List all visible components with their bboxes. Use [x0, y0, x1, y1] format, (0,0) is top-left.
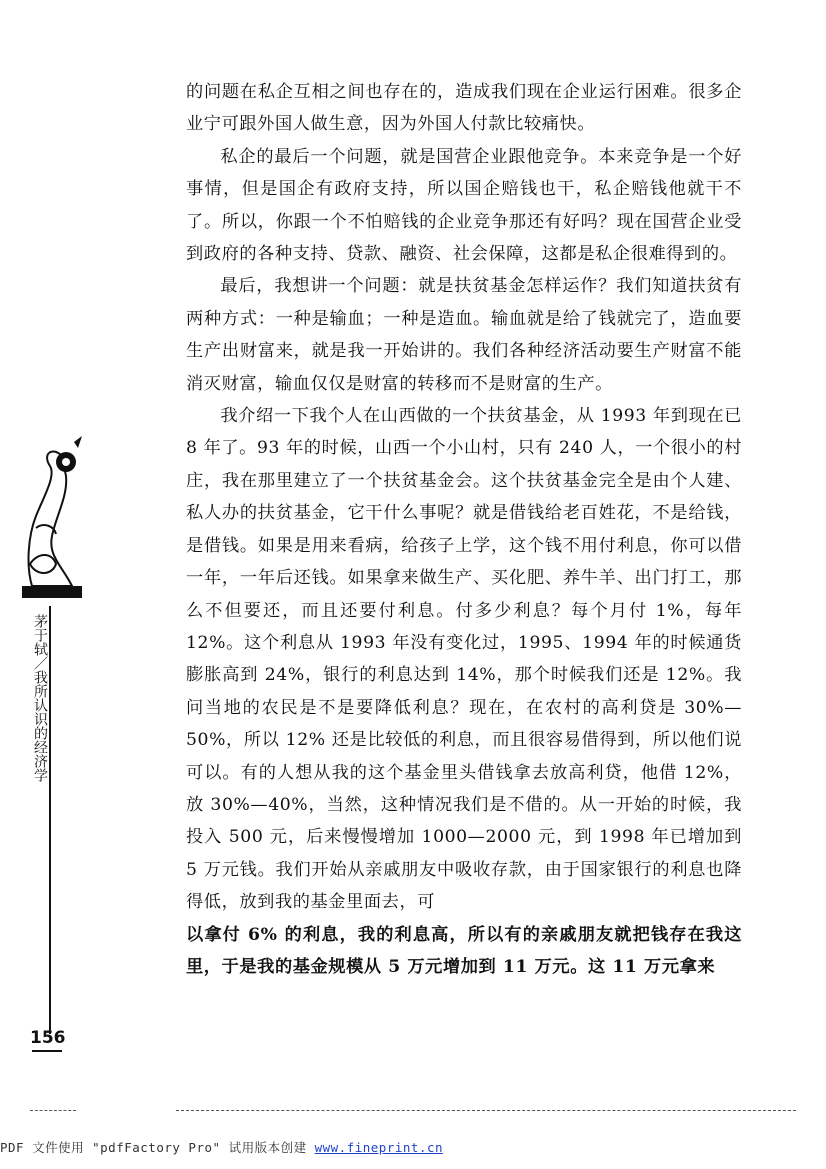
paragraph-bold-tail: 以拿付 6% 的利息，我的利息高，所以有的亲戚朋友就把钱存在我这里，于是我的基金规模从 5 万元增加到 11 万元。这 11 万元拿来	[186, 924, 742, 977]
page-number: 156	[30, 1028, 66, 1048]
bird-ornament-icon	[22, 436, 82, 604]
running-title: 茅于轼／我所认识的经济学	[32, 614, 48, 782]
body-text	[186, 76, 742, 983]
paragraph: 最后，我想讲一个问题：就是扶贫基金怎样运作？我们知道扶贫有两种方式：一种是输血；一种是造血。输血就是给了钱就完了，造血要生产出财富来，就是我一开始讲的。我们各种经济活动要生产财富不能消灭财富，输血仅仅是财富的转移而不是财富的生产。	[186, 276, 742, 394]
footer-link[interactable]: www.fineprint.cn	[314, 1140, 444, 1155]
footer-rule	[176, 1110, 796, 1111]
paragraph: 我介绍一下我个人在山西做的一个扶贫基金，从 1993 年到现在已 8 年了。93 年的时候，山西一个小山村，只有 240 人，一个很小的村庄，我在那里建立了一个扶贫基金会。这个扶贫基金完全是由个人建、私人办的扶贫基金，它干什么事呢？就是借钱给老百姓花，不是给钱，是借钱。如果是用来看病，给孩子上学，这个钱不用付利息，你可以借一年，一年后还钱。如果拿来做生产、买化肥、养牛羊、出门打工，那么不但要还，而且还要付利息。付多少利息？每个月付 1%，每年 12%。这个利息从 1993 年没有变化过，1995、1994 年的时候通货膨胀高到 24%，银行的利息达到 14%，那个时候我们还是 12%。我问当地的农民是不是要降低利息？现在，在农村的高利贷是 30%—50%，所以 12% 还是比较低的利息，而且很容易借得到，所以他们说可以。有的人想从我的这个基金里头借钱拿去放高利贷，他借 12%，放 30%—40%，当然，这种情况我们是不借的。从一开始的时候，我投入 500 元，后来慢慢增加 1000—2000 元，到 1998 年已增加到 5 万元钱。我们开始从亲戚朋友中吸收存款，由于国家银行的利息也降得低，放到我的基金里面去，可	[186, 406, 742, 913]
side-rule	[49, 606, 51, 1034]
paragraph: 私企的最后一个问题，就是国营企业跟他竞争。本来竞争是一个好事情，但是国企有政府支持，所以国企赔钱也干，私企赔钱他就干不了。所以，你跟一个不怕赔钱的企业竞争那还有好吗？现在国营企业受到政府的各种支持、贷款、融资、社会保障，这都是私企很难得到的。	[186, 146, 742, 265]
paragraph-continued: 的问题在私企互相之间也存在的，造成我们现在企业运行困难。很多企业宁可跟外国人做生意，因为外国人付款比较痛快。	[186, 82, 742, 135]
page-number-underline	[32, 1050, 62, 1052]
footer-text: PDF 文件使用 "pdfFactory Pro" 试用版本创建	[0, 1140, 315, 1155]
pdf-watermark-footer	[0, 1138, 540, 1156]
footer-rule-left	[30, 1110, 76, 1111]
